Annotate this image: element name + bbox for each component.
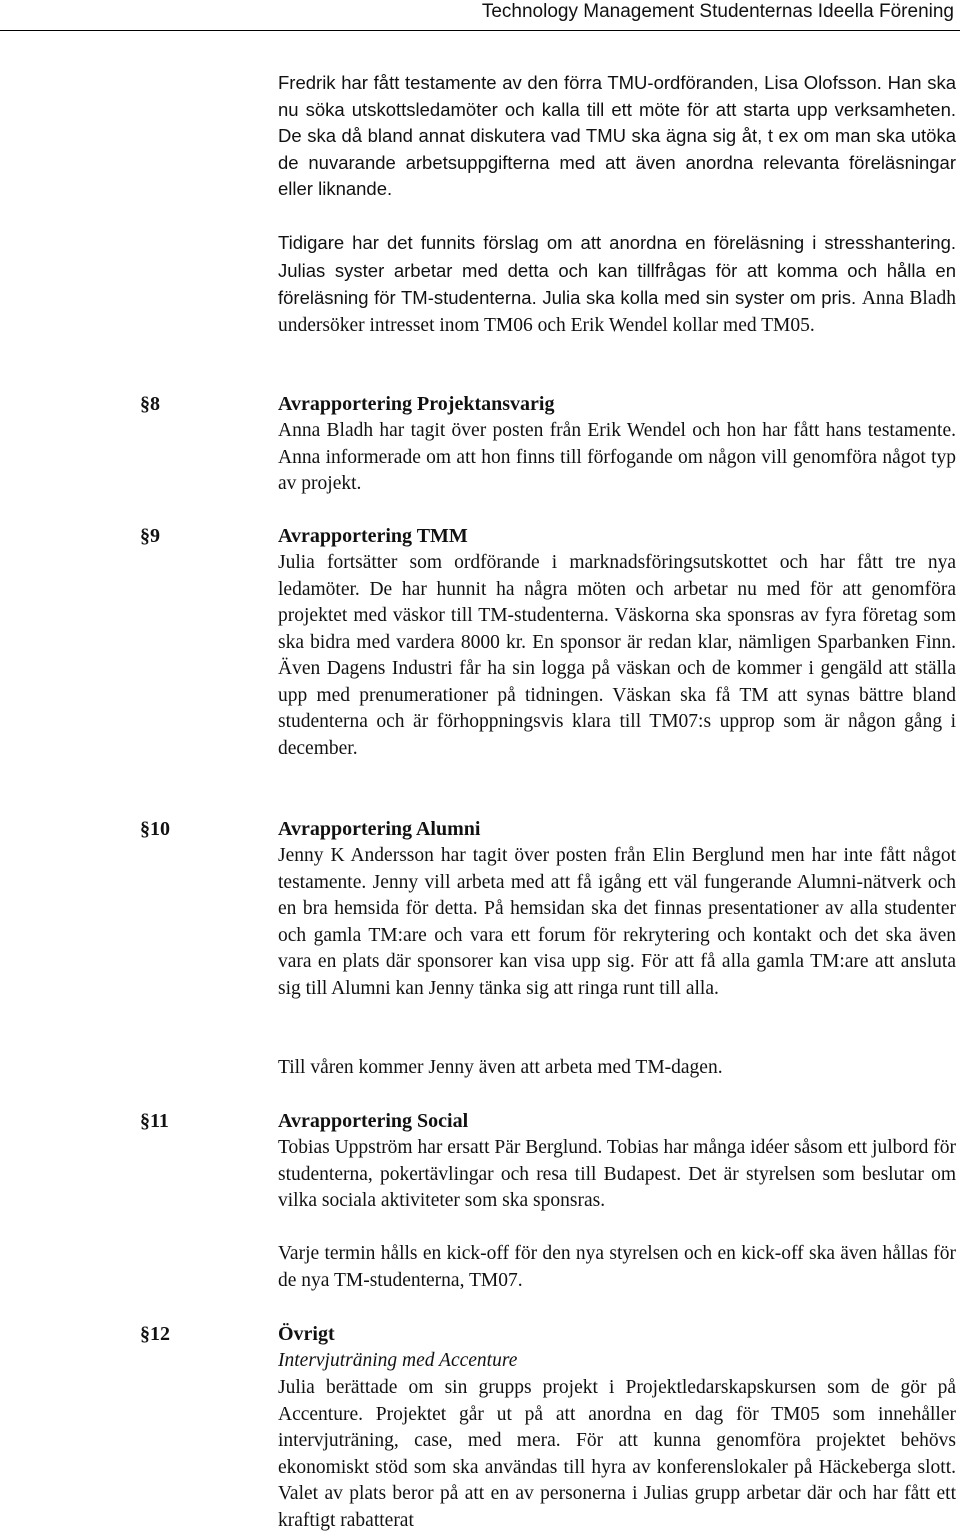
section-11-paragraph-1: Tobias Uppström har ersatt Pär Berglund. Tobias har många idéer såsom ett julbord för studenterna, pokertävlingar och resa till Budapest. Det är styrelsen som beslutar om vilka sociala aktiviteter som ska sponsras. [278,1137,956,1211]
page-header: Technology Management Studenternas Ideella Förening [481,1,954,22]
section-number-11: §11 [140,1110,169,1132]
intro-paragraph-2 [278,230,956,339]
section-number-10: §10 [140,818,170,840]
section-number-8: §8 [140,393,160,415]
section-title-9: Avrapportering TMM [278,525,468,547]
intro-paragraph-2-part-2: Anna Bladh undersöker intresset inom TM06 och Erik Wendel kollar med TM05. [278,288,956,336]
section-title-12: Övrigt [278,1323,335,1345]
section-8-paragraph-1: Anna Bladh har tagit över posten från Erik Wendel och hon har fått hans testamente. Anna informerade om att hon finns till förfogande om någon vill genomföra något typ av projekt. [278,420,956,494]
section-11-paragraph-2: Varje termin hålls en kick-off för den nya styrelsen och en kick-off ska även hållas för de nya TM-studenterna, TM07. [278,1243,956,1291]
section-number-12: §12 [140,1323,170,1345]
section-9-paragraph-1: Julia fortsätter som ordförande i marknadsföringsutskottet och har fått tre nya ledamöter. De har hunnit ha några möten och arbetar nu med för att genomföra projektet med väskor till TM-studenterna. Väskorna ska sponsras av fyra företag som ska bidra med vardera 8000 kr. En sponsor är redan klar, nämligen Sparbanken Finn. Även Dagens Industri får ha sin logga på väskan och de kommer i gengäld att ställa upp med prenumerationer på tidningen. Väskan ska få TM att synas bättre bland studenterna och är förhoppningsvis klara till TM07:s upprop som är någon gång i december. [278,552,956,759]
section-title-10: Avrapportering Alumni [278,818,481,840]
section-number-9: §9 [140,525,160,547]
section-10-paragraph-1: Jenny K Andersson har tagit över posten från Elin Berglund men har inte fått något testamente. Jenny vill arbeta med att få igång ett väl fungerande Alumni-nätverk och en bra hemsida för detta. På hemsidan ska det finnas presentationer av alla studenter och gamla TM:are och vara ett forum för rekrytering och kontakt och det ska även vara en plats där sponsorer kan visa upp sig. För att få alla gamla TM:are att ansluta sig till Alumni kan Jenny tänka sig att ringa runt till alla. [278,845,956,999]
section-title-11: Avrapportering Social [278,1110,469,1132]
section-10-paragraph-2: Till våren kommer Jenny även att arbeta med TM-dagen. [278,1057,723,1078]
section-12-subheading: Intervjuträning med Accenture [278,1350,518,1371]
intro-paragraph-2-part-1: Tidigare har det funnits förslag om att anordna en föreläsning i stresshantering. Julias syster arbetar med detta och kan tillfrågas för att komma och hålla en föreläsning för TM-studenterna. Julia ska kolla med sin syster om pris. [278,232,956,308]
section-12-paragraph-1: Julia berättade om sin grupps projekt i Projektledarskapskursen som de gör på Accenture. Projektet går ut på att anordna en dag för TM05 som innehåller intervjuträning, case, med mera. För att kunna genomföra projektet behövs ekonomiskt stöd som ska användas till hyra av konferenslokaler på Häckeberga slott. Valet av plats beror på att en av personerna i Julias grupp arbetar där och har fått ett kraftigt rabatterat [278,1377,956,1531]
section-title-8: Avrapportering Projektansvarig [278,393,555,415]
header-divider [0,30,960,31]
intro-paragraph-1: Fredrik har fått testamente av den förra TMU-ordföranden, Lisa Olofsson. Han ska nu söka utskottsledamöter och kalla till ett möte för att starta upp verksamheten. De ska då bland annat diskutera vad TMU ska ägna sig åt, t ex om man ska utöka de nuvarande arbetsuppgifterna med att även anordna relevanta föreläsningar eller liknande. [278,72,956,199]
